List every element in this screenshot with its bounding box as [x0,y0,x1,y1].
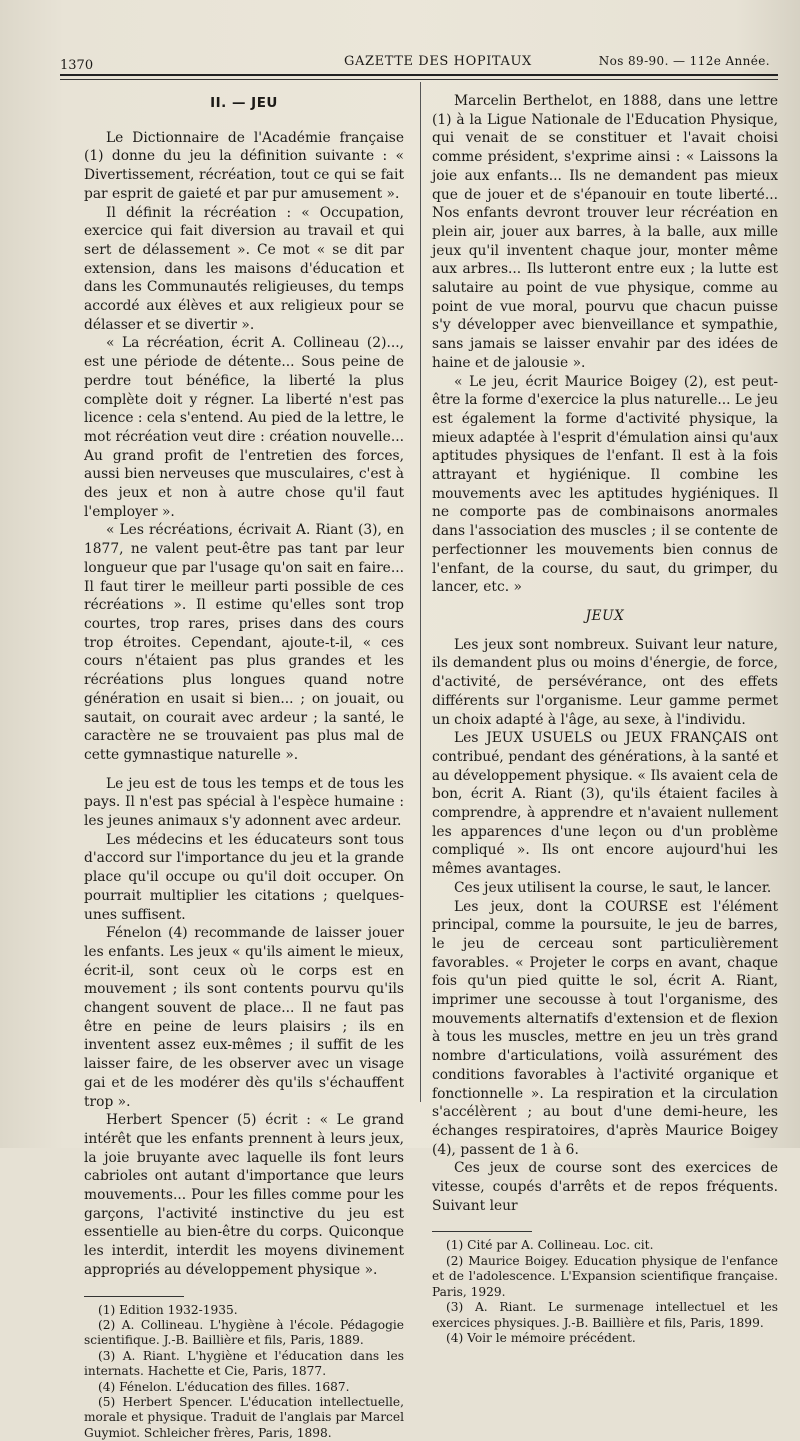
paragraph: Le jeu est de tous les temps et de tous les pays. Il n'est pas spécial à l'espèce humaine : les jeunes animaux s'y adonnent avec ardeur. [84,775,404,830]
paragraph: Les jeux sont nombreux. Suivant leur nature, ils demandent plus ou moins d'énergie, de force, d'activité, de persévérance, ont des effets différents sur l'organisme. Leur gamme permet un choix adapté à l'âge, au sexe, à l'individu. [432,636,778,728]
footnotes [84,1303,404,1441]
footnote-rule [84,1296,184,1297]
page-number: 1370 [60,58,94,73]
subheading: JEUX [585,607,625,624]
footnote: (5) Herbert Spencer. L'éducation intellectuelle, morale et physique. Traduit de l'anglais par Marcel Guymiot. Schleicher frères, Paris, 1898. [84,1395,404,1440]
paragraph: Herbert Spencer (5) écrit : « Le grand intérêt que les enfants prennent à leurs jeux, la joie bruyante avec laquelle ils font leurs cabrioles ont autant d'importance que leurs mouvements... Pour les filles comme pour les garçons, l'activité instinctive du jeu est essentielle au bien-être du corps. Quiconque les interdit, interdit les moyens divinement appropriés au développement physique ». [84,1112,404,1278]
footnote: (3) A. Riant. L'hygiène et l'éducation dans les internats. Hachette et Cie, Paris, 1877. [84,1348,404,1379]
footnote: (2) Maurice Boigey. Education physique de l'enfance et de l'adolescence. L'Expansion scientifique française. Paris, 1929. [432,1253,778,1299]
paragraph: « La récréation, écrit A. Collineau (2)..., est une période de détente... Sous peine de perdre tout bénéfice, la liberté la plus complète doit y régner. La liberté n'est pas licence : cela s'entend. Au pied de la lettre, le mot récréation veut dire : création nouvelle... Au grand profit de l'entretien des forces, aussi bien nerveuses que musculaires, c'est à des jeux et non à autre chose qu'il faut l'employer ». [84,335,404,520]
paragraph: Les jeux, dont la COURSE est l'élément principal, comme la poursuite, le jeu de barres, le jeu de cerceau sont particulièrement favorables. « Projeter le corps en avant, chaque fois qu'un pied quitte le sol, écrit A. Riant, imprimer une secousse à tout l'organisme, des mouvements alternatifs d'extension et de flexion à tous les muscles, mettre en jeu un très grand nombre d'articulations, voilà assurément des conditions favorables à l'activité organique et fonctionnelle ». La respiration et la circulation s'accélèrent ; au bout d'une demi-heure, les échanges respiratoires, d'après Maurice Boigey (4), passent de 1 à 6. [432,898,778,1158]
issue-number: Nos 89-90. — 112e Année. [598,54,770,68]
footnote: (2) A. Collineau. L'hygiène à l'école. Pédagogie scientifique. J.-B. Baillière et fils, Paris, 1889. [84,1318,404,1348]
footnote: (4) Fénelon. L'éducation des filles. 1687. [98,1379,350,1394]
paragraph: Les JEUX USUELS ou JEUX FRANÇAIS ont contribué, pendant des générations, à la santé et au développement physique. « Ils avaient cela de bon, écrit A. Riant (3), qu'ils étaient faciles à comprendre, à apprendre et n'avaient nullement les apparences d'une leçon ou d'un problème compliqué ». Ils ont encore aujourd'hui les mêmes avantages. [432,730,778,878]
footnotes [432,1238,778,1346]
footnote: (1) Edition 1932-1935. [98,1302,238,1317]
left-column [84,92,404,1441]
header-rule-thin [60,79,778,80]
footnote: (1) Cité par A. Collineau. Loc. cit. [446,1238,654,1253]
footnote-rule [432,1231,532,1232]
paragraph: « Les récréations, écrivait A. Riant (3), en 1877, ne valent peut-être pas tant par leur longueur que par l'usage qu'on sait en faire... Il faut tirer le meilleur parti possible de ces récréations ». Il estime qu'elles sont trop courtes, trop rares, prises dans des cours trop étroites. Cependant, ajoute-t-il, « ces cours n'étaient pas plus grandes et les récréations plus longues quand notre génération en usait si bien... ; on jouait, ou sautait, on courait avec ardeur ; la santé, le caractère ne se trouvaient pas plus mal de cette gymnastique naturelle ». [84,522,404,763]
footnote: (4) Voir le mémoire précédent. [446,1330,636,1345]
running-title: GAZETTE DES HOPITAUX [344,54,532,69]
section-title: II. — JEU [210,95,278,111]
paragraph: Ces jeux de course sont des exercices de vitesse, coupés d'arrêts et de repos fréquents. Suivant leur [432,1160,778,1214]
paragraph: « Le jeu, écrit Maurice Boigey (2), est peut-être la forme d'exercice la plus naturelle... Le jeu est également la forme d'activité physique, la mieux adaptée à l'esprit d'émulation ainsi qu'aux aptitudes physiques de l'enfant. Il est à la fois attrayant et hygiénique. Il combine les mouvements avec les aptitudes hygiéniques. Il ne comporte pas de combinaisons anormales dans l'association des muscles ; il se contente de perfectionner les mouvements bien connus de l'enfant, de la course, du saut, du grimper, du lancer, etc. » [432,373,778,596]
footnote: (3) A. Riant. Le surmenage intellectuel et les exercices physiques. J.-B. Baillière et fils, Paris, 1899. [432,1300,778,1330]
paragraph: Les médecins et les éducateurs sont tous d'accord sur l'importance du jeu et la grande place qu'il occupe ou qu'il doit occuper. On pourrait multiplier les citations ; quelques-unes suffisent. [84,831,404,923]
column-divider [420,82,421,1102]
paragraph: Fénelon (4) recommande de laisser jouer les enfants. Les jeux « qu'ils aiment le mieux, écrit-il, sont ceux où le corps est en mouvement ; ils sont contents pourvu qu'ils changent souvent de place... Il ne faut pas être en peine de leurs plaisirs ; ils en inventent assez eux-mêmes ; il suffit de les laisser faire, de les observer avec un visage gai et de les modérer dès qu'ils s'échauffent trop ». [84,925,404,1110]
paragraph: Le Dictionnaire de l'Académie française (1) donne du jeu la définition suivante : « Divertissement, récréation, tout ce qui se fait par esprit de gaieté et par pur amusement ». [84,129,404,202]
paragraph: Marcelin Berthelot, en 1888, dans une lettre (1) à la Ligue Nationale de l'Education Physique, qui venait de se constituer et l'avait choisi comme président, s'exprime ainsi : « Laissons la joie aux enfants... Ils ne demandent pas mieux que de jouer et de s'épanouir en toute liberté... Nos enfants devront trouver leur récréation en plein air, jouer aux barres, à la balle, aux mille jeux qu'il inventent chaque jour, monter même aux arbres... Ils lutteront entre eux ; la lutte est salutaire au point de vue physique, comme au point de vue moral, pourvu que chacun puisse s'y développer avec bienveillance et sympathie, sans jamais se laisser envahir par des idées de haine et de jalousie ». [432,93,778,371]
paragraph: Ces jeux utilisent la course, le saut, le lancer. [454,879,772,896]
page-header [60,52,778,74]
paragraph: Il définit la récréation : « Occupation, exercice qui fait diversion au travail et qui sert de délassement ». Ce mot « se dit par extension, dans les maisons d'éducation et dans les Communautés religieuses, du temps accordé aux élèves et aux religieux pour se délasser et se divertir ». [84,204,404,333]
right-column [432,92,778,1346]
header-rule-thick [60,74,778,76]
